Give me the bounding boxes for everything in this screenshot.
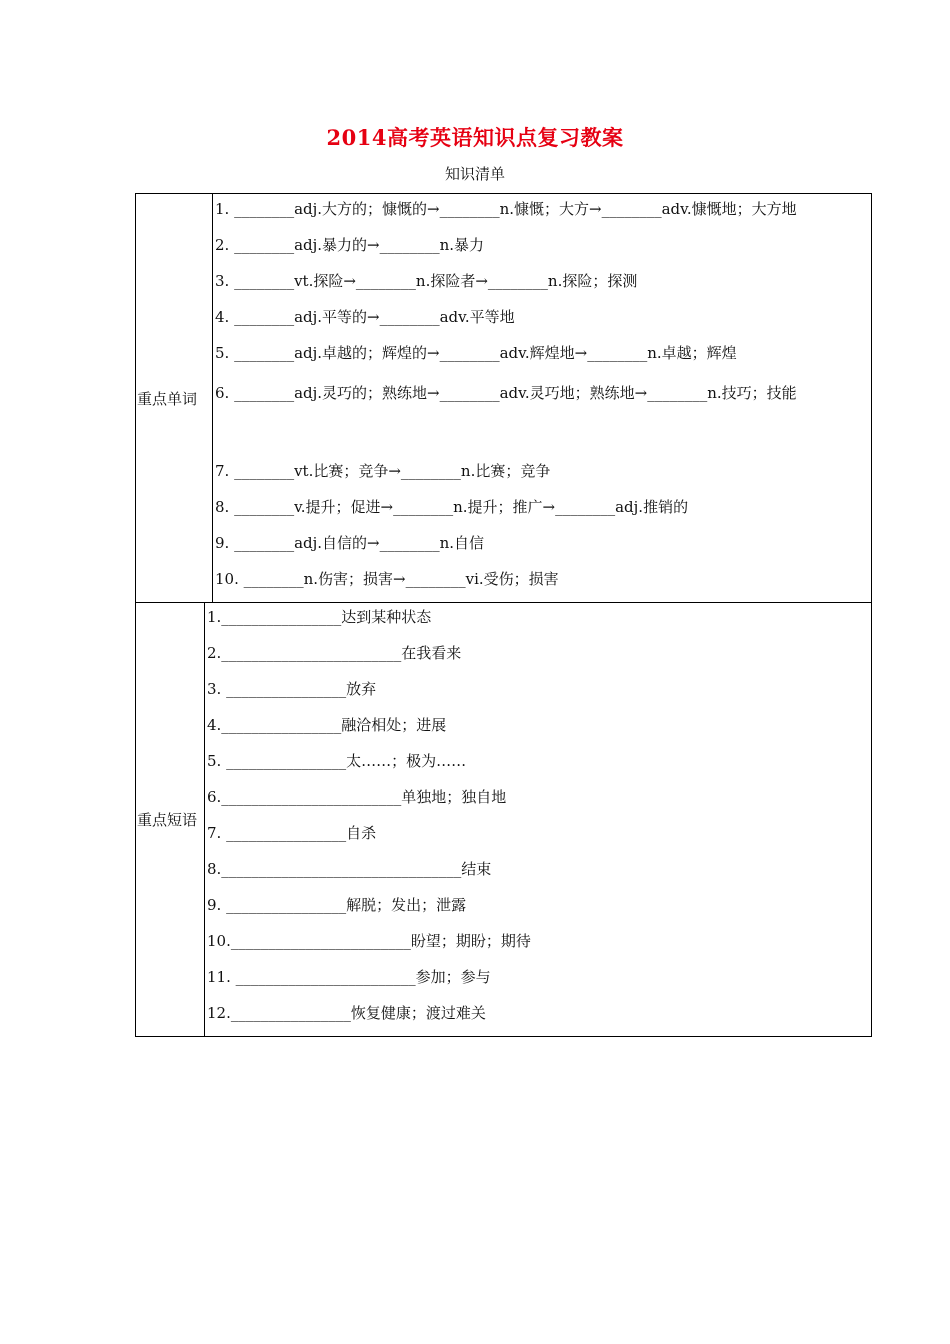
word-item: 7. ________vt.比赛；竞争→________n.比赛；竞争 xyxy=(215,462,551,480)
key-words-section xyxy=(135,193,872,603)
phrase-item: 10.________________________盼望；期盼；期待 xyxy=(207,932,531,950)
word-item: 4. ________adj.平等的→________adv.平等地 xyxy=(215,308,515,326)
phrase-item: 3. ________________放弃 xyxy=(207,680,377,698)
word-item: 8. ________v.提升；促进→________n.提升；推广→________adj.推销的 xyxy=(215,498,689,516)
word-item: 9. ________adj.自信的→________n.自信 xyxy=(215,534,485,552)
word-item: 2. ________adj.暴力的→________n.暴力 xyxy=(215,236,485,254)
phrase-item: 7. ________________自杀 xyxy=(207,824,377,842)
key-phrases-section xyxy=(135,602,872,1037)
phrase-item: 11. ________________________参加；参与 xyxy=(207,968,491,986)
phrase-item: 2.________________________在我看来 xyxy=(207,644,462,662)
word-item: 6. ________adj.灵巧的；熟练地→________adv.灵巧地；熟练地→________n.技巧；技能 xyxy=(215,384,797,402)
phrase-item: 12.________________恢复健康；渡过难关 xyxy=(207,1004,486,1022)
phrase-item: 6.________________________单独地；独自地 xyxy=(207,788,507,806)
key-phrases-list xyxy=(205,603,871,1036)
document-subtitle: 知识清单 xyxy=(444,165,505,183)
word-item: 10. ________n.伤害；损害→________vi.受伤；损害 xyxy=(215,570,559,588)
phrase-item: 1.________________达到某种状态 xyxy=(207,608,432,626)
phrase-item: 8.________________________________结束 xyxy=(207,860,492,878)
document-title: 2014高考英语知识点复习教案 xyxy=(326,125,624,150)
word-item: 3. ________vt.探险→________n.探险者→________n.探险；探测 xyxy=(215,272,638,290)
key-phrases-label: 重点短语 xyxy=(136,603,205,1036)
word-item: 1. ________adj.大方的；慷慨的→________n.慷慨；大方→________adv.慷慨地；大方地 xyxy=(215,200,797,218)
phrase-item: 5. ________________太……；极为…… xyxy=(207,752,467,770)
word-item: 5. ________adj.卓越的；辉煌的→________adv.辉煌地→________n.卓越；辉煌 xyxy=(215,344,737,362)
phrase-item: 9. ________________解脱；发出；泄露 xyxy=(207,896,467,914)
phrase-item: 4.________________融洽相处；进展 xyxy=(207,716,447,734)
key-words-list xyxy=(213,194,871,602)
key-words-label: 重点单词 xyxy=(136,194,213,602)
